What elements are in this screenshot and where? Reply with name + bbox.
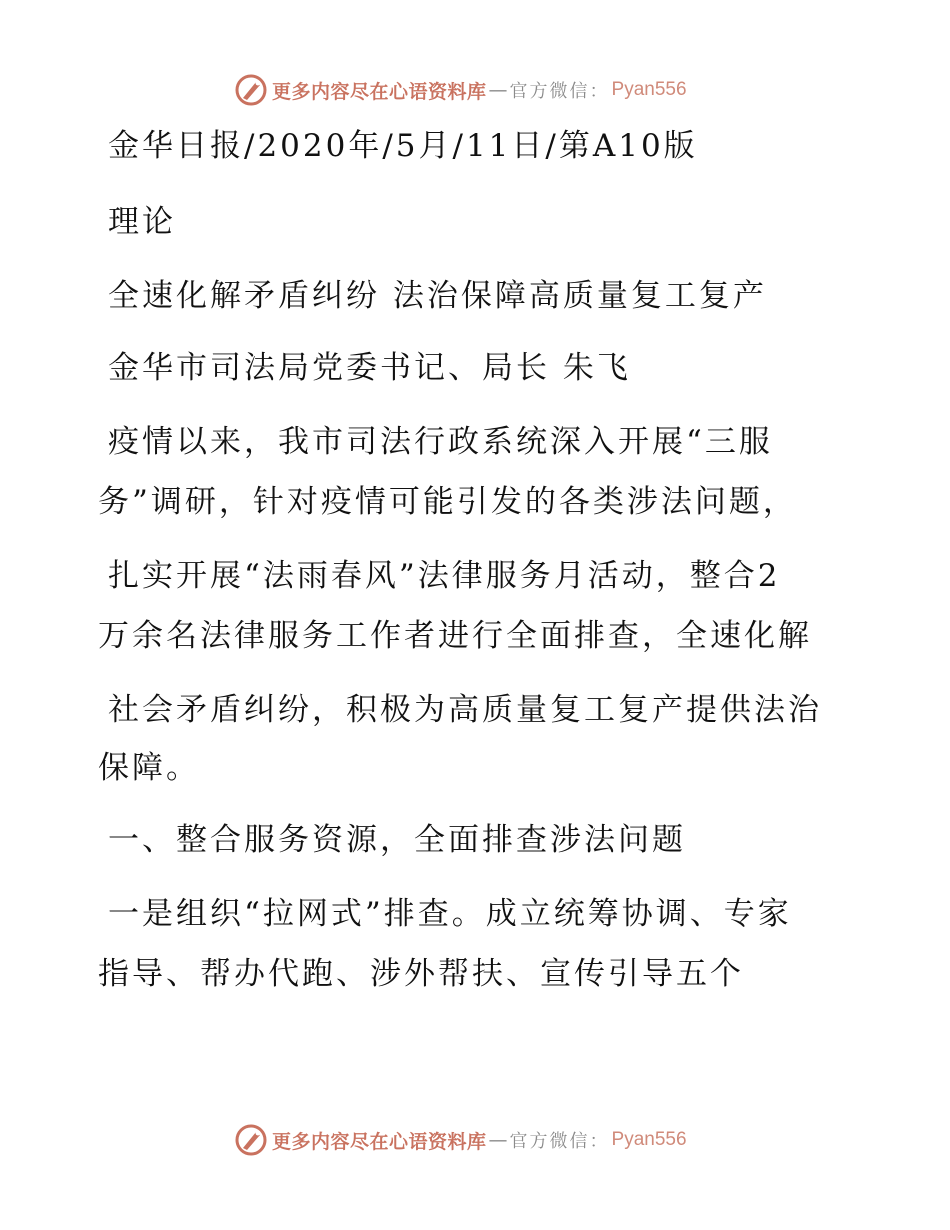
author-line: 金华市司法局党委书记、局长 朱飞 bbox=[108, 350, 631, 386]
watermark-id: Pyan556 bbox=[611, 79, 687, 100]
body-line: 指导、帮办代跑、涉外帮扶、宣传引导五个 bbox=[98, 956, 744, 992]
watermark-dash: — bbox=[488, 79, 508, 101]
watermark-footer bbox=[234, 1123, 687, 1157]
watermark-dash: — bbox=[488, 1129, 508, 1151]
body-line: 疫情以来，我市司法行政系统深入开展“三服 bbox=[108, 424, 773, 460]
article-title: 全速化解矛盾纠纷 法治保障高质量复工复产 bbox=[108, 278, 767, 314]
pen-emblem-icon bbox=[234, 1123, 268, 1157]
source-line: 金华日报/2020年/5月/11日/第A10版 bbox=[108, 128, 698, 164]
watermark-official: 官方微信： bbox=[509, 81, 610, 102]
pen-emblem-icon bbox=[234, 73, 268, 107]
body-line: 扎实开展“法雨春风”法律服务月活动，整合2 bbox=[108, 558, 781, 594]
watermark-header bbox=[234, 73, 687, 107]
section-heading: 一、整合服务资源，全面排查涉法问题 bbox=[108, 822, 686, 858]
watermark-official: 官方微信： bbox=[509, 1131, 610, 1152]
watermark-text: 更多内容尽在心语资料库 bbox=[272, 1130, 487, 1153]
body-line: 务”调研，针对疫情可能引发的各类涉法问题， bbox=[98, 484, 797, 520]
body-line: 万余名法律服务工作者进行全面排查，全速化解 bbox=[98, 618, 812, 654]
section-label: 理论 bbox=[108, 204, 176, 240]
body-line: 保障。 bbox=[98, 750, 200, 786]
watermark-id: Pyan556 bbox=[611, 1129, 687, 1150]
watermark-text: 更多内容尽在心语资料库 bbox=[272, 80, 487, 103]
body-line: 一是组织“拉网式”排查。成立统筹协调、专家 bbox=[108, 896, 792, 932]
body-line: 社会矛盾纠纷，积极为高质量复工复产提供法治 bbox=[108, 692, 822, 728]
